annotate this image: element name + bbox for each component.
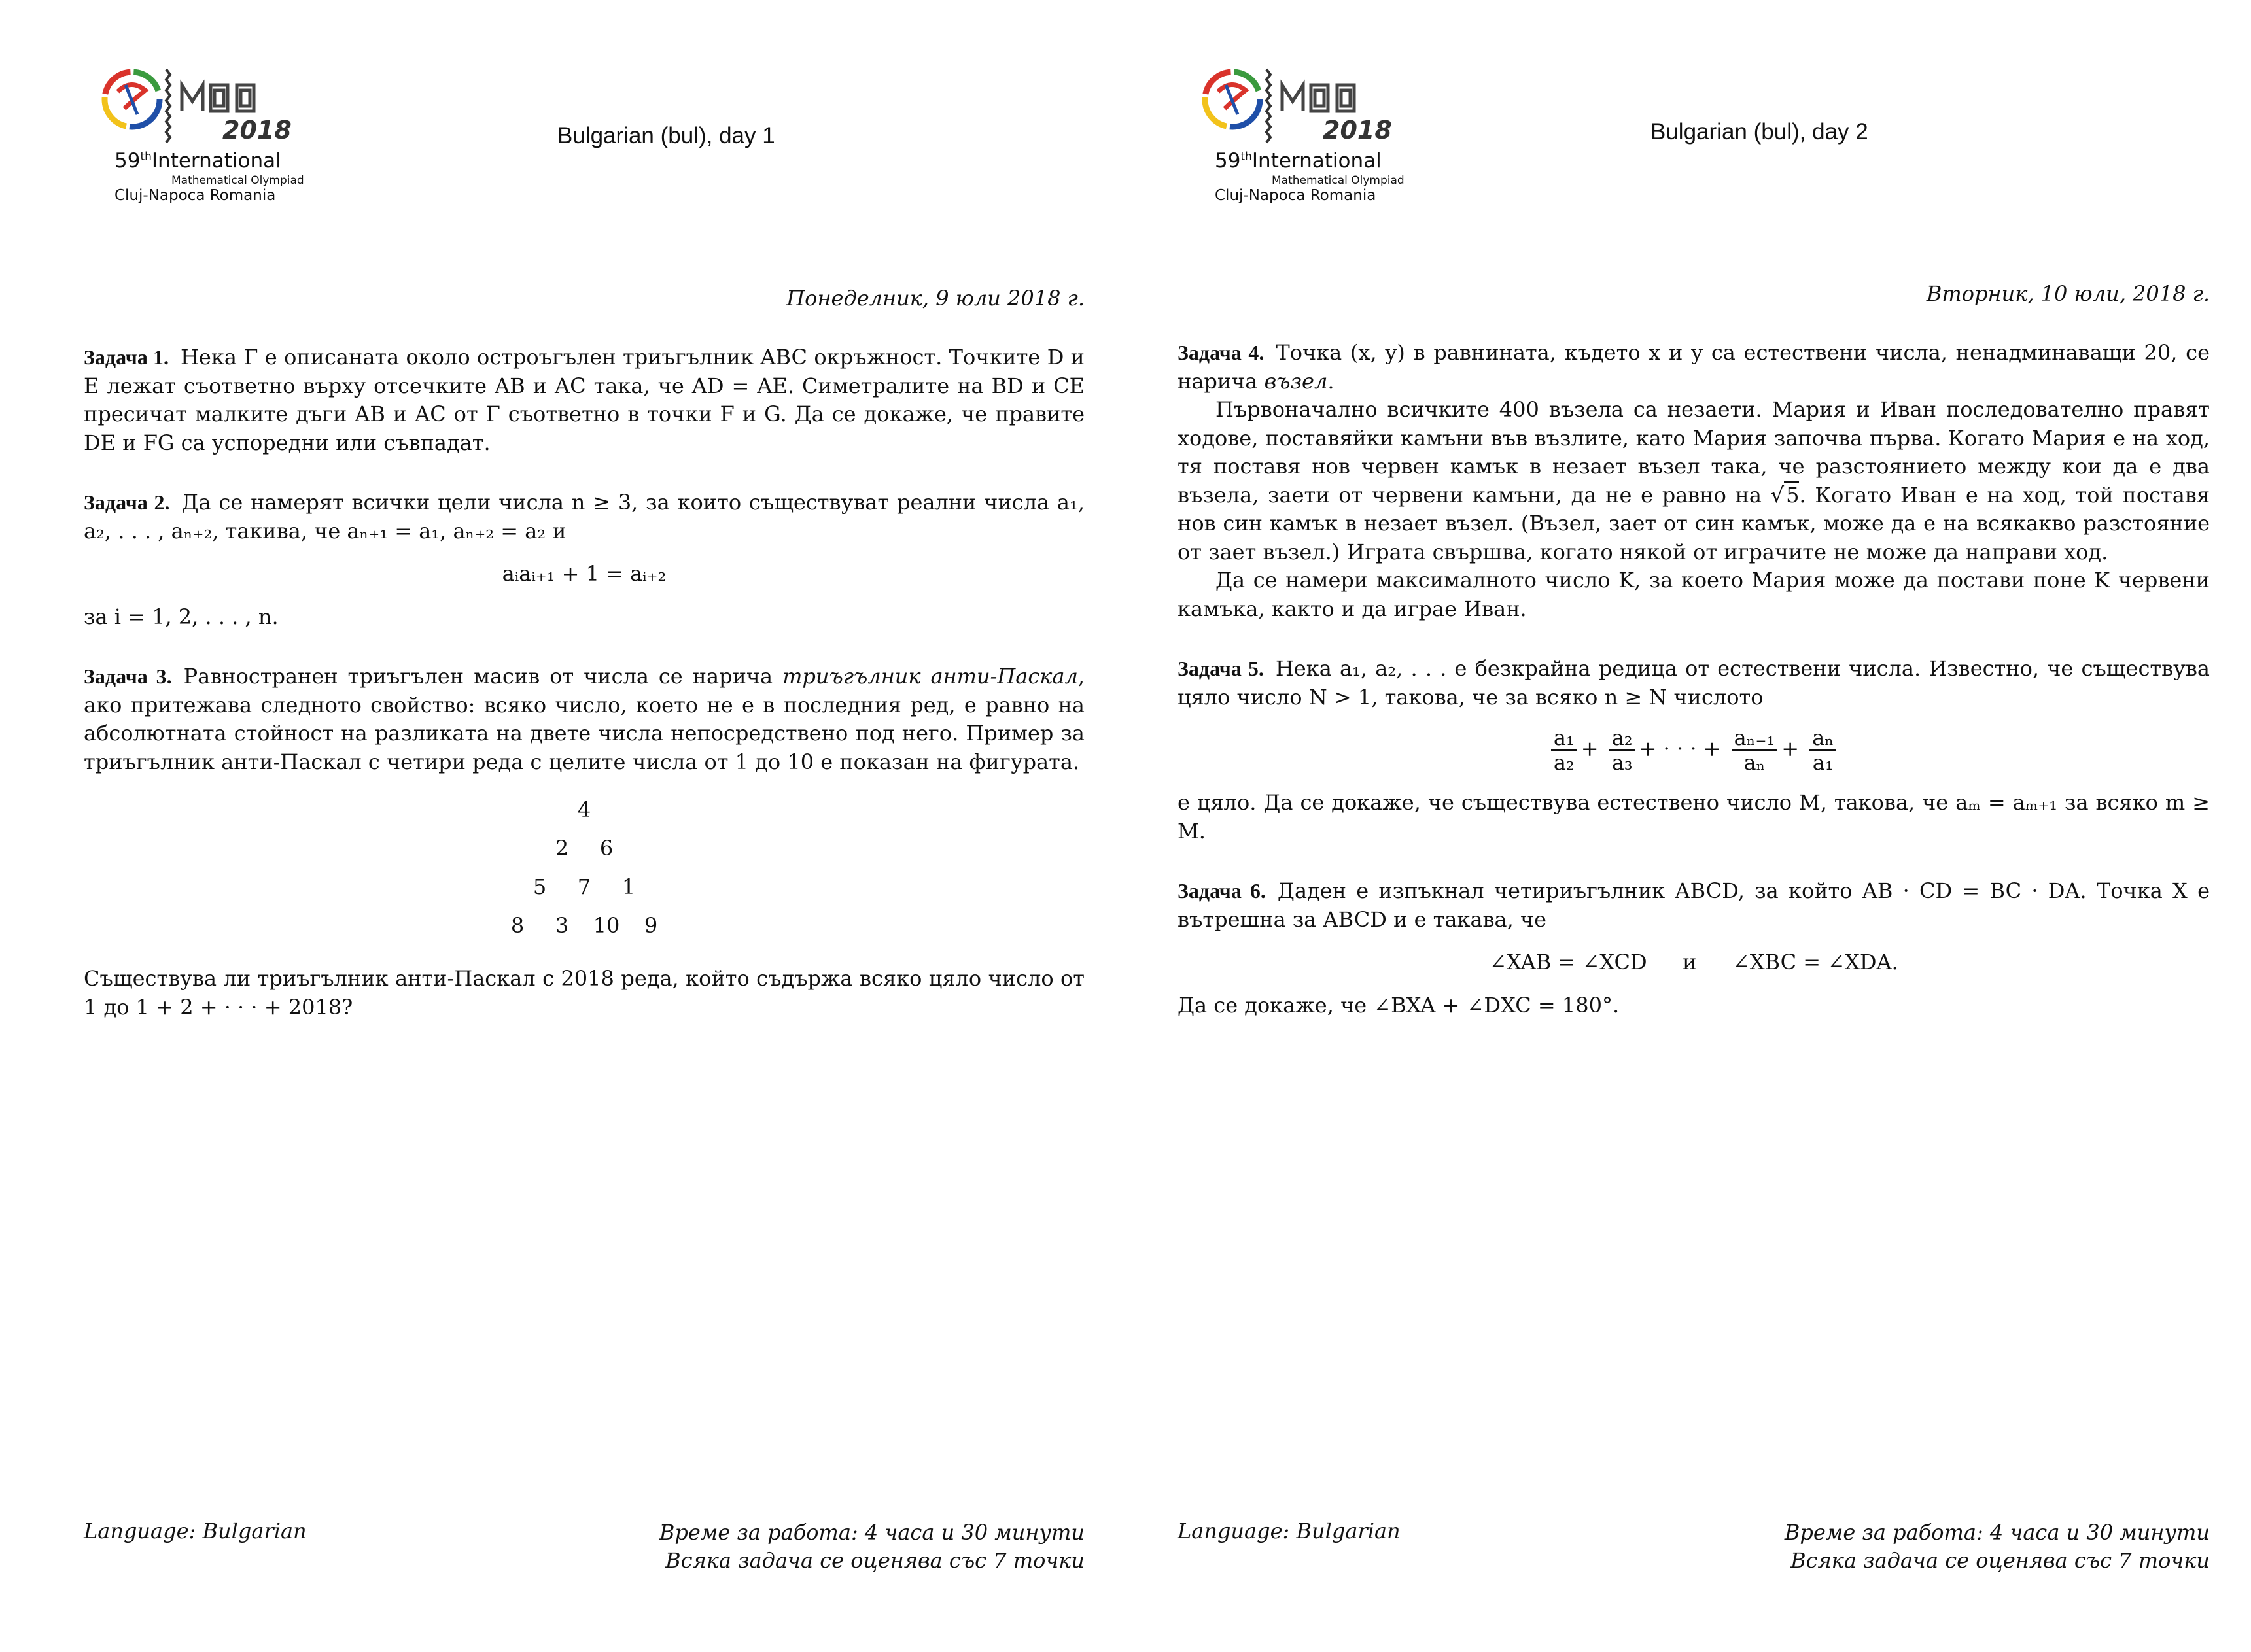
- exam-date: Понеделник, 9 юли 2018 г.: [786, 286, 1085, 311]
- problem-text: Точка (x, y) в равнината, където x и y са естествени числа, ненадминаващи 20, се нарича: [1178, 340, 2210, 394]
- problem-6: [1178, 877, 2210, 1020]
- logo-line-1: 59thInternational: [114, 149, 281, 173]
- problem-title: Задача 4.: [1178, 341, 1265, 364]
- triangle-cell: 7: [577, 874, 591, 899]
- problem-text: Нека Γ е описаната около остроъгълен триъгълник ABC окръжност. Точките D и E лежат съответно върху отсечките AB и AC така, че AD = AE. Симетралите на BD и CE пресичат малките дъги AB и AC от Γ съответно в точки F и G. Да се докаже, че правите DE и FG са успоредни или съвпадат.: [84, 345, 1085, 455]
- problem-title: Задача 2.: [84, 490, 170, 514]
- footer-time: Време за работа: 4 часа и 30 минути: [659, 1520, 1085, 1545]
- problem-text-cont: , ако притежава следното свойство: всяко число, което не е в последния ред, е равно на абсолютната стойност на разликата на двете числа непосредствено под него. Пример за триъгълник анти-Паскал с четири реда с целите числа от 1 до 10 е показан на фигурата.: [84, 664, 1085, 774]
- problem-question: Съществува ли триъгълник анти-Паскал с 2018 реда, който съдържа всяко цяло число от 1 до 1 + 2 + · · · + 2018?: [84, 966, 1085, 1020]
- problems-day-2: [1178, 339, 2210, 1051]
- problem-formula: [1178, 948, 2210, 977]
- problem-text: Да се намерят всички цели числа n ≥ 3, за които съществуват реални числа a₁, a₂, . . . , aₙ₊₂, такива, че aₙ₊₁ = a₁, aₙ₊₂ = a₂ и: [84, 490, 1085, 543]
- triangle-row: [499, 906, 669, 945]
- sqrt-value: 5: [1784, 481, 1799, 508]
- footer-info: [1785, 1519, 2210, 1575]
- problem-term: възел: [1264, 368, 1328, 394]
- imo-logo-graphic: [1198, 65, 1414, 157]
- logo-line-2: Mathematical Olympiad: [1272, 174, 1405, 187]
- imo-logo-graphic: [98, 65, 314, 157]
- logo-line-3: Cluj-Napoca Romania: [1215, 187, 1376, 204]
- imo-logo: [98, 65, 314, 203]
- triangle-cell: 1: [621, 874, 636, 899]
- footer-time: Време за работа: 4 часа и 30 минути: [1784, 1520, 2210, 1545]
- exam-date: Вторник, 10 юли, 2018 г.: [1926, 281, 2210, 306]
- triangle-cell: 10: [593, 913, 620, 938]
- formula-left: ∠XAB = ∠XCD: [1489, 950, 1647, 974]
- problem-text: Нека a₁, a₂, . . . е безкрайна редица от естествени числа. Известно, че съществува цяло число N > 1, такова, че за всяко n ≥ N числото: [1178, 656, 2210, 710]
- formula-right: ∠XBC = ∠XDA.: [1732, 950, 1898, 974]
- problem-paragraph-2: Първоначално всичките 400 възела са незаети. Мария и Иван последователно правят ходове, поставяйки камъни във възлите, като Мария започва първа. Когато Мария е на ход, тя поставя нов червен камък в незает възел така, че разстоянието между кои да е два възела, заети от червени камъни, да не е равно на: [1178, 397, 2210, 508]
- logo-year: 2018: [222, 116, 292, 145]
- page-day-2: [1125, 0, 2250, 1652]
- triangle-cell: 9: [644, 913, 658, 938]
- formula-dots: + · · · +: [1639, 736, 1721, 761]
- problem-formula: $\frac{\text{a₁}}{\text{a₂}}$ + $\frac{\text{a₂}}{\text{a₃}}$ + · · · + $\frac{\text{aₙ₋₁}}{\text{aₙ}}$ + $\frac{\text{aₙ}}{\text{a₁}}$: [1178, 726, 2210, 774]
- triangle-cell: 5: [532, 874, 547, 899]
- problem-paragraph-3: Да се намери максималното число K, за което Мария може да постави поне K червени камъка, както и да играе Иван.: [1178, 568, 2210, 621]
- triangle-cell: 3: [555, 913, 569, 938]
- problems-day-1: [84, 343, 1085, 1053]
- fraction: $\frac{\text{a₂}}{\text{a₃}}$: [1609, 726, 1635, 774]
- triangle-row: [499, 868, 669, 906]
- problem-2: [84, 489, 1085, 631]
- fraction: $\frac{\text{aₙ}}{\text{a₁}}$: [1809, 726, 1836, 774]
- triangle-row: [499, 791, 669, 829]
- triangle-row: [499, 829, 669, 868]
- problem-4: Задача 4. Точка (x, y) в равнината, където x и y са естествени числа, ненадминаващи 20, се нарича възел. Първоначално всичките 400 възела са незаети. Мария и Иван последователно правят ходове, поставяйки камъни във възлите, като Мария започва първа. Когато Мария е на ход, тя поставя нов червен камък в незает възел така, че разстоянието между кои да е два възела, заети от червени камъни, да не е равно на √5. Когато Иван е на ход, той поставя нов син камък в незает възел. (Възел, зает от син камък, може да е на всякакво разстояние от зает възел.) Играта свършва, когато някой от играчите не може да направи ход. Да се намери максималното число K, за което Мария може да постави поне K червени камъка, както и да играе Иван.: [1178, 339, 2210, 623]
- triangle-cell: 4: [577, 797, 591, 822]
- problem-title: Задача 1.: [84, 345, 169, 369]
- footer-info: [659, 1519, 1085, 1575]
- fraction: $\frac{\text{aₙ₋₁}}{\text{aₙ}}$: [1732, 726, 1778, 774]
- footer-language: Language: Bulgarian: [84, 1519, 307, 1543]
- footer-points: Всяка задача се оценява със 7 точки: [665, 1548, 1085, 1573]
- problem-title: Задача 5.: [1178, 657, 1264, 680]
- anti-pascal-triangle: [499, 791, 669, 945]
- problem-formula: aᵢaᵢ₊₁ + 1 = aᵢ₊₂: [502, 561, 667, 586]
- problem-text: Даден е изпъкнал четириъгълник ABCD, за който AB · CD = BC · DA. Точка X е вътрешна за ABCD и е такава, че: [1178, 878, 2210, 932]
- problem-text-end: .: [1327, 368, 1335, 394]
- problem-paragraph-2-cont: . Когато Иван е на ход, той поставя нов син камък в незает възел. (Възел, зает от син камък, може да е на всякакво разстояние от зает възел.) Играта свършва, когато някой от играчите не може да направи ход.: [1178, 482, 2210, 564]
- problem-1: [84, 343, 1085, 457]
- problem-text-after: е цяло. Да се докаже, че съществува естествено число M, такова, че aₘ = aₘ₊₁ за всяко m ≥ M.: [1178, 790, 2210, 844]
- logo-line-2: Mathematical Olympiad: [171, 174, 304, 187]
- triangle-cell: 6: [599, 836, 614, 861]
- problem-5: [1178, 655, 2210, 846]
- problem-title: Задача 6.: [1178, 879, 1266, 903]
- footer-points: Всяка задача се оценява със 7 точки: [1790, 1548, 2210, 1573]
- triangle-cell: 8: [510, 913, 525, 938]
- fraction: $\frac{\text{a₁}}{\text{a₂}}$: [1551, 726, 1577, 774]
- problem-text-after: Да се докаже, че ∠BXA + ∠DXC = 180°.: [1178, 992, 1620, 1018]
- page-header-title: Bulgarian (bul), day 1: [557, 123, 775, 148]
- page-header-title: Bulgarian (bul), day 2: [1650, 119, 1868, 145]
- problem-text-after: за i = 1, 2, . . . , n.: [84, 604, 279, 629]
- footer-language: Language: Bulgarian: [1178, 1519, 1401, 1543]
- logo-year: 2018: [1323, 116, 1392, 145]
- logo-line-3: Cluj-Napoca Romania: [114, 187, 276, 204]
- imo-logo: [1198, 65, 1414, 203]
- problem-title: Задача 3.: [84, 664, 172, 688]
- page-day-1: [0, 0, 1125, 1652]
- problem-text: Равностранен триъгълен масив от числа се нарича: [183, 664, 773, 689]
- logo-line-1: 59thInternational: [1215, 149, 1382, 173]
- problem-3: [84, 663, 1085, 1022]
- formula-and: и: [1683, 950, 1697, 974]
- triangle-cell: 2: [555, 836, 569, 861]
- problem-term: триъгълник анти-Паскал: [782, 664, 1078, 689]
